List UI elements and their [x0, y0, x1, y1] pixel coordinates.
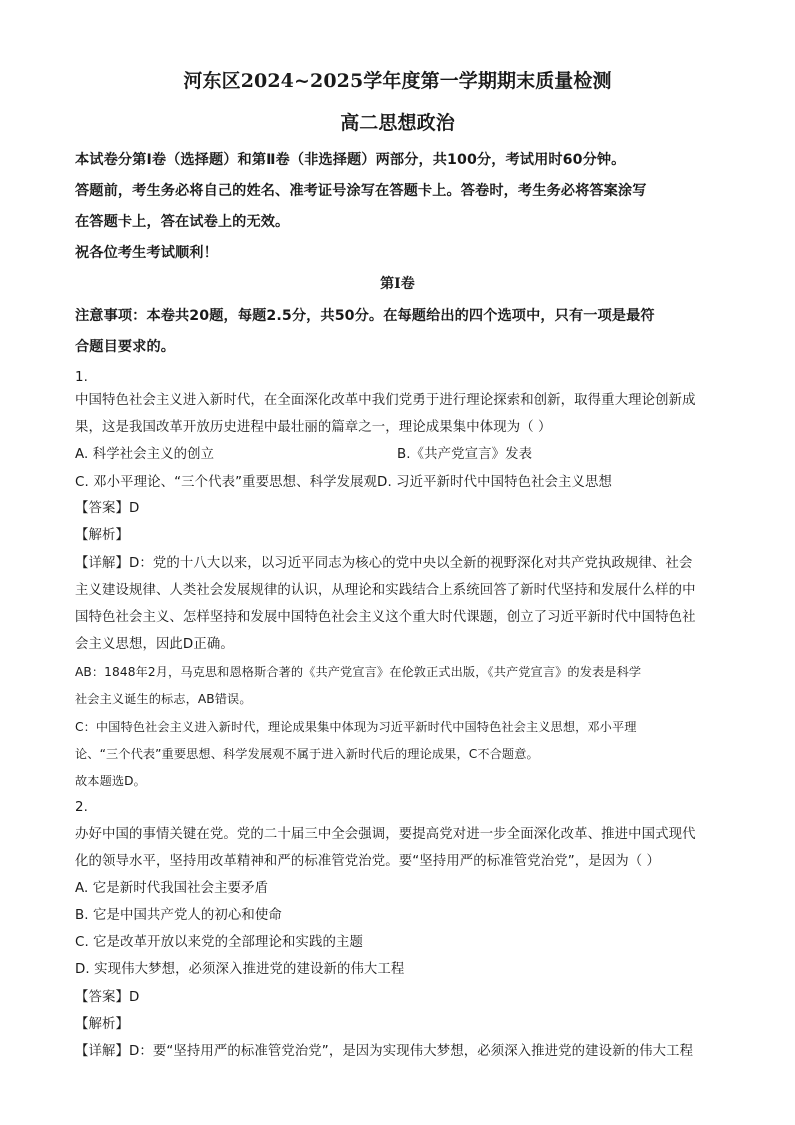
q1-analysis-label: 【解析】: [75, 528, 129, 543]
exam-title: 河东区2024~2025学年度第一学期期末质量检测: [183, 70, 612, 92]
q1-option-a: A. 科学社会主义的创立: [75, 447, 215, 462]
q1-detail-3: 国特色社会主义、怎样坚持和发展中国特色社会主义这个重大时代课题，创立了习近平新时代中国特色社: [75, 610, 696, 625]
q2-option-d: D. 实现伟大梦想，必须深入推进党的建设新的伟大工程: [75, 962, 405, 977]
q1-ab-2: 社会主义诞生的标志，AB错误。: [75, 692, 252, 706]
subject-title: 高二思想政治: [340, 112, 455, 134]
q2-stem-1: 办好中国的事情关键在党。党的二十届三中全会强调，要提高党对进一步全面深化改革、推进中国式现代: [75, 827, 696, 842]
intro-line-1: 本试卷分第Ⅰ卷（选择题）和第Ⅱ卷（非选择题）两部分，共100分，考试用时60分钟。: [75, 152, 626, 168]
q1-detail-1: 【详解】D：党的十八大以来，以习近平同志为核心的党中央以全新的视野深化对共产党执政规律、社会: [75, 556, 693, 571]
q2-option-a: A. 它是新时代我国社会主要矛盾: [75, 881, 269, 896]
q2-analysis-label: 【解析】: [75, 1017, 129, 1032]
q2-detail-1: 【详解】D：要“坚持用严的标准管党治党”，是因为实现伟大梦想，必须深入推进党的建设新的伟大工程: [75, 1044, 694, 1059]
q1-detail-4: 会主义思想，因此D正确。: [75, 637, 234, 652]
q1-ab-1: AB：1848年2月，马克思和恩格斯合著的《共产党宣言》在伦敦正式出版，《共产党宣言》的发表是科学: [75, 665, 642, 679]
q2-option-c: C. 它是改革开放以来党的全部理论和实践的主题: [75, 935, 363, 950]
intro-line-3: 在答题卡上，答在试卷上的无效。: [75, 214, 290, 230]
q1-stem-2: 果，这是我国改革开放历史进程中最壮丽的篇章之一，理论成果集中体现为（ ）: [75, 420, 552, 435]
q2-stem-2: 化的领导水平，坚持用改革精神和严的标准管党治党。要“坚持用严的标准管党治党”，是因为（ ）: [75, 854, 661, 869]
q2-option-b: B. 它是中国共产党人的初心和使命: [75, 908, 282, 923]
q1-detail-2: 主义建设规律、人类社会发展规律的认识，从理论和实践结合上系统回答了新时代坚持和发展什么样的中: [75, 583, 696, 598]
q2-number: 2.: [75, 800, 88, 815]
q1-option-b: B.《共产党宣言》发表: [397, 447, 533, 462]
q1-c-2: 论、“三个代表”重要思想、科学发展观不属于进入新时代后的理论成果，C不合题意。: [75, 747, 539, 761]
section-title: 第Ⅰ卷: [380, 276, 415, 292]
notice-line-2: 合题目要求的。: [75, 339, 176, 355]
notice-line-1: 注意事项：本卷共20题，每题2.5分，共50分。在每题给出的四个选项中，只有一项是最符: [75, 308, 655, 324]
q1-answer: 【答案】D: [75, 501, 140, 516]
q1-number: 1.: [75, 370, 88, 385]
q2-answer: 【答案】D: [75, 990, 140, 1005]
q1-stem-1: 中国特色社会主义进入新时代，在全面深化改革中我们党勇于进行理论探索和创新，取得重大理论创新成: [75, 393, 696, 408]
intro-line-2: 答题前，考生务必将自己的姓名、准考证号涂写在答题卡上。答卷时，考生务必将答案涂写: [75, 183, 647, 199]
q1-option-c-d: C. 邓小平理论、“三个代表”重要思想、科学发展观D. 习近平新时代中国特色社会主义思想: [75, 475, 613, 490]
q1-c-1: C：中国特色社会主义进入新时代，理论成果集中体现为习近平新时代中国特色社会主义思想，邓小平理: [75, 720, 637, 734]
q1-conclusion: 故本题选D。: [75, 774, 146, 788]
intro-line-4: 祝各位考生考试顺利！: [75, 245, 218, 261]
